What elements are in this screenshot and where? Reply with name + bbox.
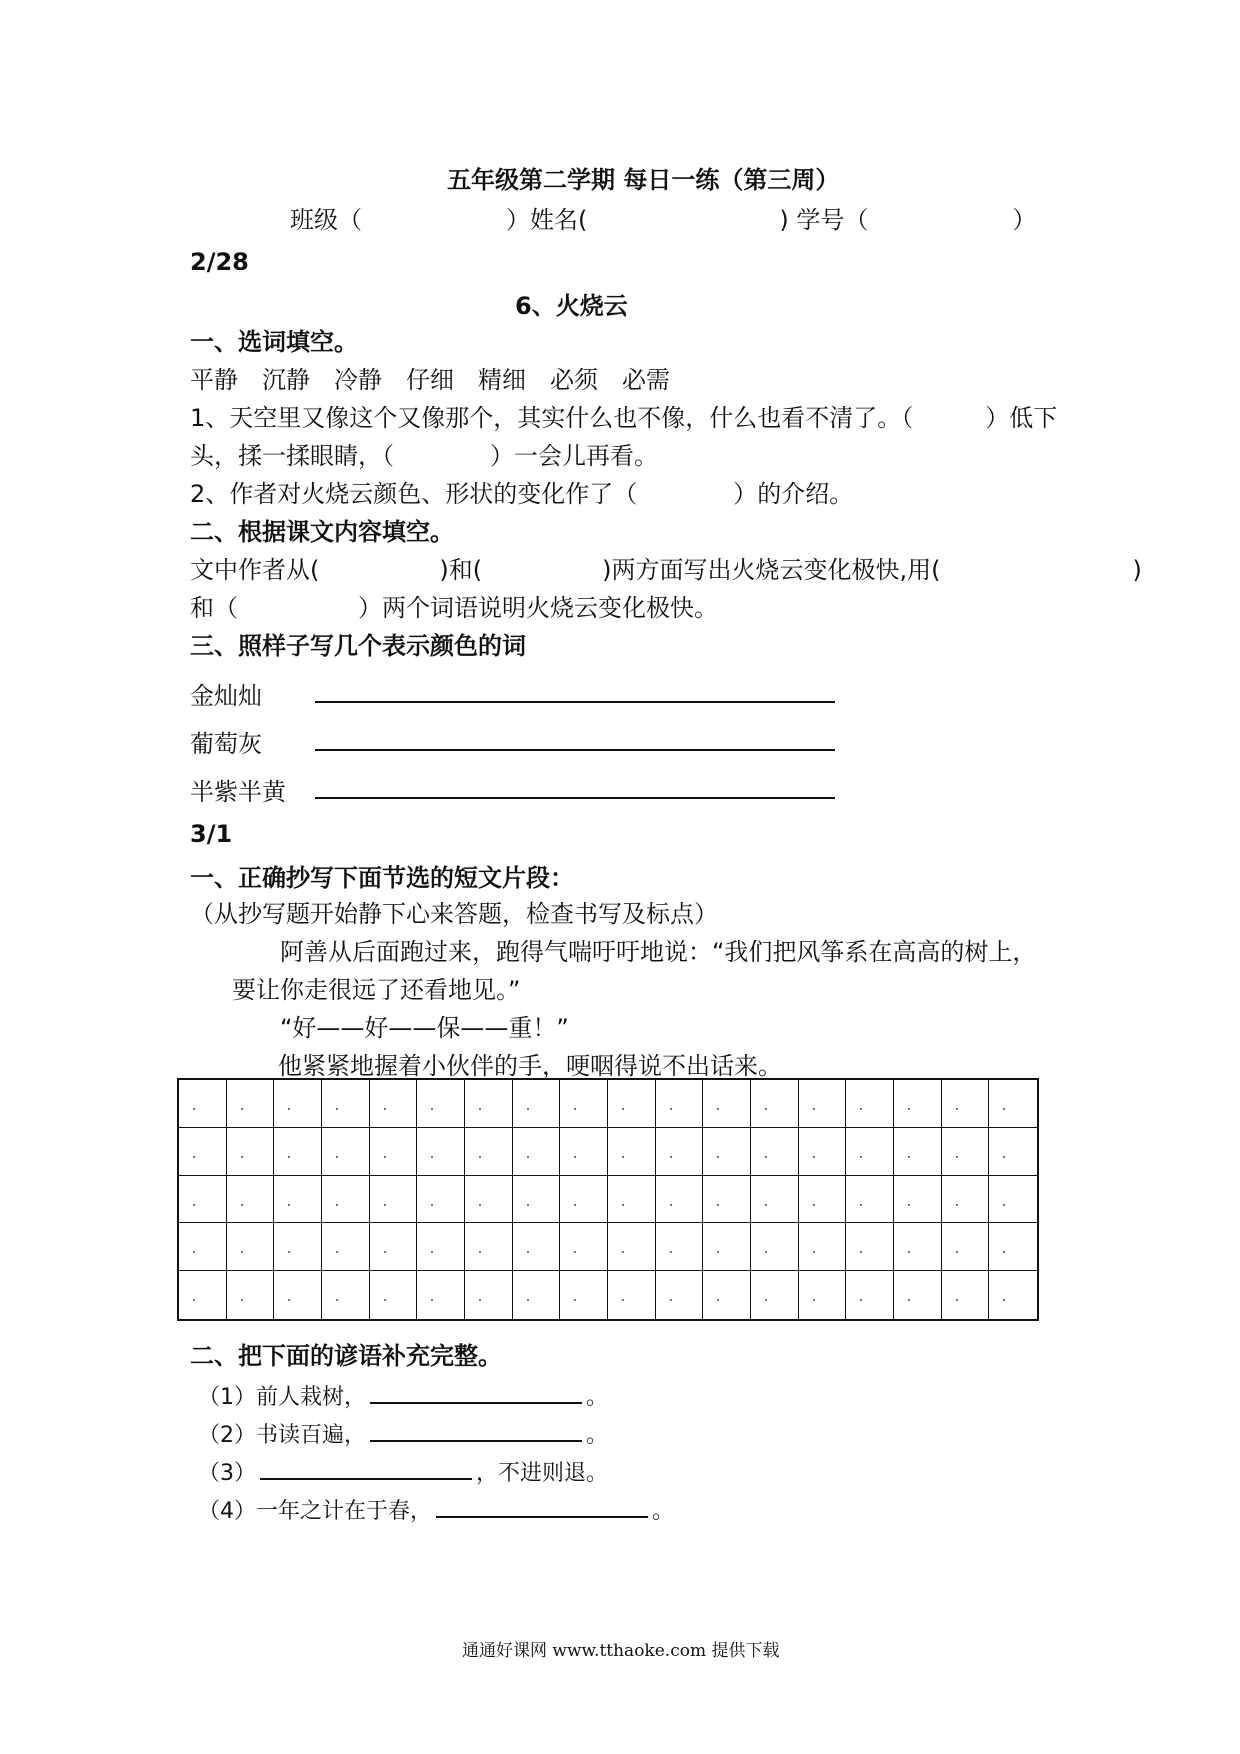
grid-cell[interactable] <box>656 1080 704 1128</box>
grid-cell-dot <box>336 1108 338 1110</box>
grid-cell[interactable] <box>656 1223 704 1271</box>
question-text: 头，揉一揉眼睛，（ ）一会儿再看。 <box>190 442 658 470</box>
grid-cell-dot <box>1003 1299 1005 1301</box>
grid-cell[interactable] <box>846 1223 894 1271</box>
grid-cell-dot <box>717 1299 719 1301</box>
grid-cell-dot <box>622 1108 624 1110</box>
grid-cell-dot <box>622 1204 624 1206</box>
grid-cell-dot <box>1003 1204 1005 1206</box>
grid-cell[interactable] <box>560 1176 608 1224</box>
instruction-text: （从抄写题开始静下心来答题，检查书写及标点） <box>190 900 718 928</box>
proverb-suffix: ，不进则退。 <box>476 1461 609 1486</box>
grid-cell-dot <box>670 1156 672 1158</box>
grid-cell[interactable] <box>370 1176 418 1224</box>
grid-cell-dot <box>431 1204 433 1206</box>
answer-blank[interactable] <box>370 1382 582 1404</box>
grid-cell[interactable] <box>656 1176 704 1224</box>
grid-cell-dot <box>193 1108 195 1110</box>
grid-cell-dot <box>193 1204 195 1206</box>
color-word-example: 半紫半黄 <box>190 778 286 806</box>
grid-cell[interactable] <box>513 1128 561 1176</box>
section-heading: 一、选词填空。 <box>190 328 358 356</box>
grid-cell-dot <box>860 1156 862 1158</box>
grid-cell[interactable] <box>894 1176 942 1224</box>
grid-cell-dot <box>336 1251 338 1253</box>
grid-cell-dot <box>527 1204 529 1206</box>
grid-cell-dot <box>384 1251 386 1253</box>
grid-cell-dot <box>1003 1251 1005 1253</box>
grid-cell-dot <box>574 1204 576 1206</box>
section-heading: 二、把下面的谚语补充完整。 <box>190 1342 502 1370</box>
grid-cell[interactable] <box>513 1080 561 1128</box>
passage-text: 阿善从后面跑过来，跑得气喘吁吁地说：“我们把风筝系在高高的树上， <box>280 938 1037 966</box>
grid-cell-dot <box>813 1156 815 1158</box>
grid-cell[interactable] <box>560 1223 608 1271</box>
proverb-item <box>198 1494 674 1525</box>
grid-cell[interactable] <box>942 1176 990 1224</box>
grid-cell-dot <box>527 1108 529 1110</box>
grid-cell[interactable] <box>560 1128 608 1176</box>
grid-cell-dot <box>622 1156 624 1158</box>
color-word-example: 金灿灿 <box>190 682 262 710</box>
grid-cell-dot <box>479 1108 481 1110</box>
grid-cell-dot <box>193 1251 195 1253</box>
grid-cell[interactable] <box>179 1271 227 1319</box>
grid-cell[interactable] <box>560 1080 608 1128</box>
grid-cell-dot <box>1003 1156 1005 1158</box>
word-bank: 平静 沉静 冷静 仔细 精细 必须 必需 <box>190 366 670 394</box>
grid-cell[interactable] <box>417 1176 465 1224</box>
grid-cell[interactable] <box>179 1223 227 1271</box>
grid-cell[interactable] <box>799 1176 847 1224</box>
grid-cell-dot <box>574 1299 576 1301</box>
grid-cell-dot <box>193 1299 195 1301</box>
grid-cell[interactable] <box>417 1271 465 1319</box>
grid-cell[interactable] <box>846 1271 894 1319</box>
grid-cell[interactable] <box>227 1271 275 1319</box>
grid-cell[interactable] <box>751 1128 799 1176</box>
grid-cell[interactable] <box>608 1128 656 1176</box>
proverb-prefix: （3） <box>198 1461 256 1486</box>
grid-cell[interactable] <box>608 1176 656 1224</box>
grid-cell[interactable] <box>799 1128 847 1176</box>
grid-cell[interactable] <box>370 1271 418 1319</box>
grid-cell[interactable] <box>846 1128 894 1176</box>
date-label: 3/1 <box>190 820 233 848</box>
grid-cell[interactable] <box>465 1176 513 1224</box>
date-label: 2/28 <box>190 248 249 276</box>
proverb-item <box>198 1418 608 1449</box>
grid-cell[interactable] <box>179 1176 227 1224</box>
grid-cell[interactable] <box>274 1080 322 1128</box>
question-text: 2、作者对火烧云颜色、形状的变化作了（ ）的介绍。 <box>190 480 854 508</box>
grid-cell-dot <box>431 1156 433 1158</box>
grid-cell-dot <box>860 1108 862 1110</box>
proverb-suffix: 。 <box>652 1499 675 1524</box>
grid-cell[interactable] <box>513 1223 561 1271</box>
answer-blank[interactable] <box>370 1420 582 1442</box>
grid-cell-dot <box>479 1299 481 1301</box>
grid-cell-dot <box>956 1156 958 1158</box>
grid-cell[interactable] <box>274 1271 322 1319</box>
answer-line[interactable] <box>315 797 835 799</box>
grid-cell-dot <box>670 1108 672 1110</box>
grid-cell[interactable] <box>417 1223 465 1271</box>
grid-cell[interactable] <box>370 1080 418 1128</box>
grid-cell[interactable] <box>465 1223 513 1271</box>
grid-cell-dot <box>288 1156 290 1158</box>
grid-cell-dot <box>527 1156 529 1158</box>
grid-cell-dot <box>193 1156 195 1158</box>
proverb-item <box>198 1456 608 1487</box>
grid-cell-dot <box>431 1299 433 1301</box>
grid-cell[interactable] <box>799 1223 847 1271</box>
grid-cell[interactable] <box>942 1223 990 1271</box>
grid-cell-dot <box>765 1156 767 1158</box>
grid-cell[interactable] <box>703 1271 751 1319</box>
proverb-prefix: （1）前人栽树， <box>198 1385 366 1410</box>
grid-cell[interactable] <box>989 1176 1037 1224</box>
grid-cell-dot <box>336 1156 338 1158</box>
grid-cell[interactable] <box>751 1223 799 1271</box>
grid-cell-dot <box>288 1251 290 1253</box>
answer-blank[interactable] <box>260 1458 472 1480</box>
grid-cell[interactable] <box>751 1271 799 1319</box>
grid-cell[interactable] <box>322 1223 370 1271</box>
section-heading: 二、根据课文内容填空。 <box>190 518 454 546</box>
grid-cell-dot <box>384 1108 386 1110</box>
grid-cell[interactable] <box>989 1080 1037 1128</box>
grid-cell[interactable] <box>560 1271 608 1319</box>
grid-cell-dot <box>908 1251 910 1253</box>
grid-cell-dot <box>241 1204 243 1206</box>
grid-cell[interactable] <box>703 1223 751 1271</box>
fill-blank-text: 文中作者从( )和( )两方面写出火烧云变化极快,用( ) <box>190 556 1142 584</box>
grid-cell-dot <box>860 1299 862 1301</box>
grid-cell-dot <box>813 1299 815 1301</box>
grid-cell-dot <box>765 1251 767 1253</box>
grid-cell[interactable] <box>942 1271 990 1319</box>
grid-cell-dot <box>288 1204 290 1206</box>
grid-cell[interactable] <box>465 1080 513 1128</box>
grid-cell[interactable] <box>179 1128 227 1176</box>
grid-cell-dot <box>574 1251 576 1253</box>
passage-text: 要让你走很远了还看地见。” <box>232 976 521 1004</box>
grid-cell-dot <box>908 1156 910 1158</box>
grid-cell[interactable] <box>656 1271 704 1319</box>
grid-cell[interactable] <box>751 1176 799 1224</box>
grid-cell[interactable] <box>894 1128 942 1176</box>
grid-cell-dot <box>908 1108 910 1110</box>
grid-cell[interactable] <box>227 1128 275 1176</box>
passage-text: “好——好——保——重！” <box>280 1014 569 1042</box>
grid-cell[interactable] <box>322 1271 370 1319</box>
grid-cell[interactable] <box>703 1176 751 1224</box>
grid-cell[interactable] <box>799 1271 847 1319</box>
grid-cell-dot <box>431 1108 433 1110</box>
proverb-suffix: 。 <box>586 1385 609 1410</box>
grid-cell-dot <box>479 1156 481 1158</box>
grid-cell-dot <box>670 1204 672 1206</box>
grid-cell[interactable] <box>322 1128 370 1176</box>
grid-cell-dot <box>765 1299 767 1301</box>
grid-cell[interactable] <box>608 1223 656 1271</box>
grid-cell-dot <box>574 1156 576 1158</box>
page-title: 五年级第二学期 每日一练（第三周） <box>447 166 840 194</box>
grid-cell[interactable] <box>846 1176 894 1224</box>
grid-cell-dot <box>574 1108 576 1110</box>
student-info-line: 班级（ ）姓名( ) 学号（ ） <box>290 206 1037 234</box>
grid-cell-dot <box>908 1299 910 1301</box>
grid-cell[interactable] <box>656 1128 704 1176</box>
grid-cell[interactable] <box>322 1080 370 1128</box>
grid-cell-dot <box>860 1251 862 1253</box>
grid-cell-dot <box>717 1204 719 1206</box>
copy-writing-grid[interactable] <box>177 1078 1039 1321</box>
grid-cell[interactable] <box>703 1128 751 1176</box>
grid-cell[interactable] <box>894 1271 942 1319</box>
grid-cell[interactable] <box>894 1080 942 1128</box>
proverb-prefix: （2）书读百遍， <box>198 1423 366 1448</box>
grid-cell[interactable] <box>513 1176 561 1224</box>
color-word-example: 葡萄灰 <box>190 730 262 758</box>
grid-cell-dot <box>813 1204 815 1206</box>
grid-cell-dot <box>288 1108 290 1110</box>
proverb-item <box>198 1380 608 1411</box>
grid-cell[interactable] <box>894 1223 942 1271</box>
grid-cell[interactable] <box>989 1223 1037 1271</box>
grid-cell[interactable] <box>274 1128 322 1176</box>
grid-cell-dot <box>813 1108 815 1110</box>
question-text: 1、天空里又像这个又像那个，其实什么也不像，什么也看不清了。（ ）低下 <box>190 404 1058 432</box>
grid-cell[interactable] <box>370 1223 418 1271</box>
grid-cell[interactable] <box>227 1176 275 1224</box>
passage-text: 他紧紧地握着小伙伴的手，哽咽得说不出话来。 <box>278 1052 782 1080</box>
grid-cell[interactable] <box>799 1080 847 1128</box>
grid-cell-dot <box>717 1156 719 1158</box>
grid-cell[interactable] <box>179 1080 227 1128</box>
grid-cell[interactable] <box>846 1080 894 1128</box>
grid-cell-dot <box>670 1251 672 1253</box>
grid-cell-dot <box>336 1204 338 1206</box>
grid-cell-dot <box>527 1251 529 1253</box>
grid-cell[interactable] <box>751 1080 799 1128</box>
grid-cell-dot <box>813 1251 815 1253</box>
grid-cell-dot <box>956 1204 958 1206</box>
grid-cell-dot <box>908 1204 910 1206</box>
grid-cell[interactable] <box>608 1271 656 1319</box>
answer-line[interactable] <box>315 701 835 703</box>
grid-cell[interactable] <box>465 1128 513 1176</box>
grid-cell-dot <box>956 1251 958 1253</box>
grid-cell-dot <box>241 1108 243 1110</box>
grid-cell-dot <box>622 1299 624 1301</box>
grid-cell-dot <box>765 1204 767 1206</box>
grid-cell-dot <box>384 1299 386 1301</box>
section-heading: 三、照样子写几个表示颜色的词 <box>190 632 526 660</box>
grid-cell[interactable] <box>227 1223 275 1271</box>
grid-cell-dot <box>1003 1108 1005 1110</box>
grid-cell-dot <box>527 1299 529 1301</box>
grid-cell-dot <box>479 1251 481 1253</box>
grid-cell-dot <box>622 1251 624 1253</box>
grid-cell[interactable] <box>703 1080 751 1128</box>
grid-cell[interactable] <box>989 1128 1037 1176</box>
grid-cell[interactable] <box>989 1271 1037 1319</box>
grid-cell-dot <box>670 1299 672 1301</box>
grid-cell[interactable] <box>274 1176 322 1224</box>
grid-cell-dot <box>717 1251 719 1253</box>
grid-cell-dot <box>860 1204 862 1206</box>
grid-cell-dot <box>717 1108 719 1110</box>
grid-cell[interactable] <box>417 1128 465 1176</box>
grid-cell-dot <box>241 1299 243 1301</box>
grid-cell[interactable] <box>942 1128 990 1176</box>
grid-cell-dot <box>336 1299 338 1301</box>
fill-blank-text: 和（ ）两个词语说明火烧云变化极快。 <box>190 594 718 622</box>
grid-cell[interactable] <box>513 1271 561 1319</box>
grid-cell-dot <box>956 1108 958 1110</box>
proverb-prefix: （4）一年之计在于春， <box>198 1499 432 1524</box>
grid-cell-dot <box>288 1299 290 1301</box>
lesson-title: 6、火烧云 <box>515 292 628 320</box>
grid-cell-dot <box>384 1204 386 1206</box>
answer-line[interactable] <box>315 749 835 751</box>
section-heading: 一、正确抄写下面节选的短文片段： <box>190 864 574 892</box>
grid-cell-dot <box>384 1156 386 1158</box>
grid-cell-dot <box>479 1204 481 1206</box>
grid-cell[interactable] <box>370 1128 418 1176</box>
grid-cell-dot <box>956 1299 958 1301</box>
grid-cell[interactable] <box>274 1223 322 1271</box>
grid-cell-dot <box>431 1251 433 1253</box>
answer-blank[interactable] <box>436 1496 648 1518</box>
grid-cell[interactable] <box>227 1080 275 1128</box>
grid-cell[interactable] <box>942 1080 990 1128</box>
grid-cell-dot <box>241 1251 243 1253</box>
footer-credit: 通通好课网 www.tthaoke.com 提供下载 <box>462 1641 780 1661</box>
grid-cell-dot <box>765 1108 767 1110</box>
grid-cell[interactable] <box>465 1271 513 1319</box>
grid-cell[interactable] <box>322 1176 370 1224</box>
grid-cell[interactable] <box>417 1080 465 1128</box>
proverb-suffix: 。 <box>586 1423 609 1448</box>
grid-cell[interactable] <box>608 1080 656 1128</box>
grid-cell-dot <box>241 1156 243 1158</box>
